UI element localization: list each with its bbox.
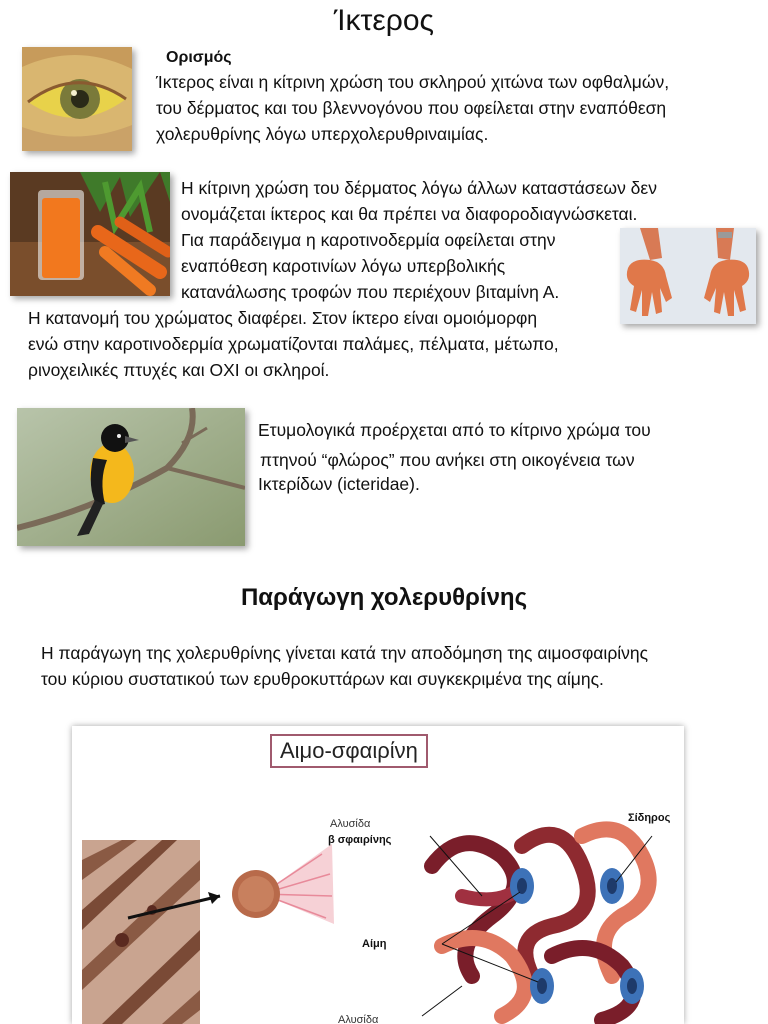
definition-line: του δέρματος και του βλεννογόνου που οφείλεται στην εναπόθεση xyxy=(156,98,667,118)
differential-line: Η κίτρινη χρώση του δέρματος λόγω άλλων καταστάσεων δεν xyxy=(181,178,657,198)
heme-label: Αίμη xyxy=(362,938,387,950)
alpha-chain-label: Αλυσίδα xyxy=(338,1014,379,1024)
oriole-bird-image xyxy=(17,408,245,546)
hemoglobin-figure xyxy=(72,726,684,1024)
iron-label: Σίδηρος xyxy=(628,812,671,824)
definition-line: Ίκτερος είναι η κίτρινη χρώση του σκληρού χιτώνα των οφθαλμών, xyxy=(156,72,670,92)
production-line: του κύριου συστατικού των ερυθροκυττάρων και συγκεκριμένα της αίμης. xyxy=(41,669,604,689)
differential-line: ενώ στην καροτινοδερμία χρωματίζονται παλάμες, πέλματα, μέτωπο, xyxy=(28,334,559,354)
tissue-image xyxy=(82,840,200,1024)
differential-line: εναπόθεση καροτινίων λόγω υπερβολικής xyxy=(181,256,506,276)
definition-line: χολερυθρίνης λόγω υπερχολερυθριναιμίας. xyxy=(156,124,489,144)
yellow-eye-image xyxy=(22,47,132,151)
differential-line: Η κατανομή του χρώματος διαφέρει. Στον ίκτερο είναι ομοιόμορφη xyxy=(28,308,538,328)
hemoglobin-molecule-image xyxy=(402,806,682,1024)
differential-line: Για παράδειγμα η καροτινοδερμία οφείλεται στην xyxy=(181,230,556,250)
hemoglobin-title: Αιμο-σφαιρίνη xyxy=(270,734,428,768)
differential-line: κατανάλωσης τροφών που περιέχουν βιταμίνη Α. xyxy=(181,282,560,302)
etymology-line: Ικτερίδων (icteridae). xyxy=(258,474,420,494)
arrow-icon xyxy=(124,884,234,924)
etymology-line: Ετυμολογικά προέρχεται από το κίτρινο χρώμα του xyxy=(258,420,651,440)
red-blood-cell-image xyxy=(222,834,342,944)
carotenoderma-hands-image xyxy=(620,228,756,324)
beta-chain-label-line1: Αλυσίδα xyxy=(330,818,371,830)
etymology-line: πτηνού “φλώρος” που ανήκει στη οικογένεια των xyxy=(260,450,635,470)
carrot-juice-image xyxy=(10,172,170,296)
definition-heading: Ορισμός xyxy=(166,49,232,66)
differential-line: ρινοχειλικές πτυχές και ΟΧΙ οι σκληροί. xyxy=(28,360,330,380)
section-heading: Παράγωγη χολερυθρίνης xyxy=(240,584,528,611)
production-line: Η παράγωγη της χολερυθρίνης γίνεται κατά την αποδόμηση της αιμοσφαιρίνης xyxy=(41,643,649,663)
page-title: Ίκτερος xyxy=(334,4,434,37)
differential-line: ονομάζεται ίκτερος και θα πρέπει να διαφοροδιαγνώσκεται. xyxy=(181,204,638,224)
beta-chain-label-line2: β σφαιρίνης xyxy=(328,834,392,846)
